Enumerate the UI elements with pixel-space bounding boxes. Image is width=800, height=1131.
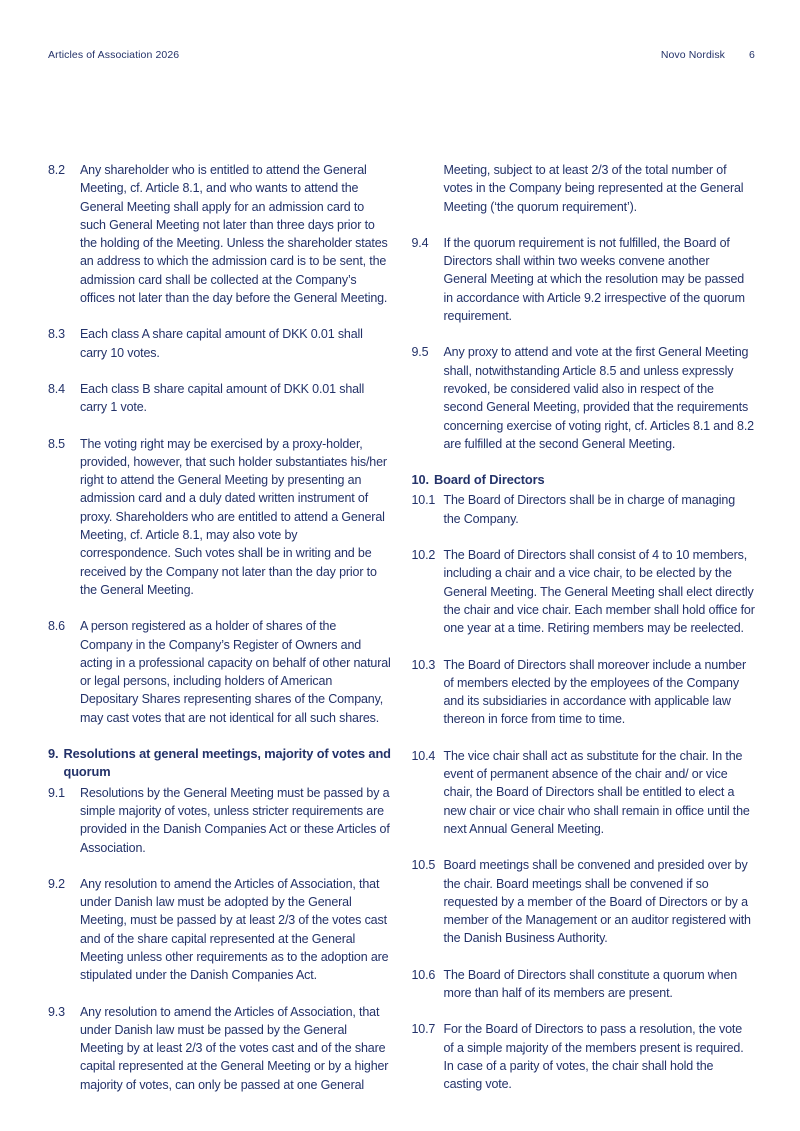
section-heading-10 [412,471,756,489]
article-number: 10.1 [411,493,436,508]
article-text: Any resolution to amend the Articles of Association, that under Danish law must be passed by the General Meeting by at least 2/3 of the votes cast and of the share capital represented at the General Meeting or by a higher majority of votes, can only be passed at one General [80,1004,389,1092]
article-item-10-3 [412,656,756,729]
article-item-10-2 [412,546,756,637]
article-number: 8.5 [48,436,65,451]
section-number: 10. [411,472,429,488]
section-title: Board of Directors [434,472,545,488]
article-number: 8.4 [48,381,65,396]
article-item-10-6 [412,966,756,1003]
article-number: 10.4 [411,748,436,763]
article-text: If the quorum requirement is not fulfilled, the Board of Directors shall within two weeks convene another General Meeting at which the resolution may be passed in accordance with Article 9.2 irrespective of the quorum requirement. [443,235,745,324]
article-item-8-3 [48,325,392,362]
article-number: 9.3 [48,1004,65,1019]
article-text: Each class B share capital amount of DKK 0.01 shall carry 1 vote. [80,381,365,415]
article-item-8-5 [48,435,392,600]
article-text: The Board of Directors shall be in charge of managing the Company. [443,493,736,526]
header-title: Articles of Association 2026 [48,49,180,61]
article-item-9-4 [412,234,756,325]
article-item-9-1 [48,784,392,857]
header-right [661,49,755,61]
section-title: Resolutions at general meetings, majority of votes and quorum [63,746,391,780]
article-text: For the Board of Directors to pass a resolution, the vote of a simple majority of the members present is required. In case of a parity of votes, the chair shall hold the casting vote. [443,1022,744,1092]
article-number: 10.7 [411,1022,436,1037]
article-item-9-5 [412,343,756,453]
brand-name: Novo Nordisk [660,49,726,61]
article-item-10-5 [412,856,756,947]
article-item-8-6 [48,617,392,727]
article-text: The voting right may be exercised by a proxy-holder, provided, however, that such holder substantiates his/her right to attend the General Meeting by presenting an admission card and a duly dated written instrument of proxy. Shareholders who are entitled to attend a General Meeting, cf. Article 8.1, may also vote by correspondence. Such votes shall be in writing and be received by the Company not later than the day prior to the General Meeting. [80,436,387,597]
article-item-9-3 [48,1003,392,1094]
document-body [48,161,755,1094]
article-item-8-4 [48,380,392,417]
article-item-10-4 [412,747,756,838]
article-number: 10.2 [411,548,436,563]
section-heading-9 [48,745,392,782]
article-item-10-7 [412,1020,756,1093]
article-number: 9.5 [411,345,429,360]
article-text: The Board of Directors shall moreover include a number of members elected by the employees of the Company and its subsidiaries in accordance with applicable law thereon in force from time to time. [443,657,746,727]
page-number: 6 [749,49,755,61]
right-column [412,161,756,1094]
article-text: The Board of Directors shall consist of 4 to 10 members, including a chair and a vice chair, to be elected by the General Meeting. The General Meeting shall elect directly the chair and vice chair. Each member shall hold office for one year at a time. Retiring members may be reelected. [443,548,755,636]
article-number: 10.6 [411,967,436,982]
article-number: 9.1 [48,785,65,800]
article-number: 8.6 [48,619,65,634]
article-text: Each class A share capital amount of DKK 0.01 shall carry 10 votes. [80,327,363,360]
page-header [48,0,755,61]
article-item-9-3-continued [412,161,756,216]
article-number [412,161,444,216]
article-number: 10.5 [411,858,436,873]
left-column [48,161,392,1094]
article-text: Meeting, subject to at least 2/3 of the total number of votes in the Company being represented at the General Meeting (‘the quorum requirement’). [443,163,744,214]
article-number: 9.2 [48,876,65,891]
article-text: Any shareholder who is entitled to attend the General Meeting, cf. Article 8.1, and who wants to attend the General Meeting shall apply for an admission card to such General Meeting not later than three days prior to the holding of the Meeting. Unless the shareholder states an address to which the admission card is to be sent, the admission card shall be collected at the Company’s offices not later than the day before the General Meeting. [80,163,388,306]
article-number: 8.2 [48,163,65,177]
article-item-9-2 [48,875,392,985]
article-text: Board meetings shall be convened and presided over by the chair. Board meetings shall be convened if so requested by a member of the Board of Directors or by a member of the Management or an auditor registered with the Danish Business Authority. [443,858,751,946]
article-number: 8.3 [48,327,65,342]
article-text: Any resolution to amend the Articles of Association, that under Danish law must be adopted by the General Meeting, must be passed by at least 2/3 of the votes cast and of the share capital represented at the General Meeting unless other requirements as to the adoption are stipulated under the Danish Companies Act. [80,876,389,983]
article-text: The Board of Directors shall constitute a quorum when more than half of its members are present. [443,967,738,1000]
article-text: Resolutions by the General Meeting must be passed by a simple majority of votes, unless stricter requirements are provided in the Danish Companies Act or these Articles of Association. [80,785,390,855]
article-number: 10.3 [411,657,436,672]
article-text: The vice chair shall act as substitute for the chair. In the event of permanent absence of the chair and/ or vice chair, the Board of Directors shall be entitled to elect a new chair or vice chair who shall remain in office until the next Annual General Meeting. [443,748,750,836]
article-text: Any proxy to attend and vote at the first General Meeting shall, notwithstanding Article 8.5 and unless expressly revoked, be considered valid also in respect of the second General Meeting, provided that the requirements concerning exercise of voting right, cf. Articles 8.1 and 8.2 are fulfilled at the second General Meeting. [443,345,754,451]
section-number: 9. [48,746,59,762]
article-number: 9.4 [411,235,429,250]
article-text: A person registered as a holder of shares of the Company in the Company’s Register of Owners and acting in a professional capacity on behalf of other natural or legal persons, including holders of American Depositary Shares representing shares of the Company, may cast votes that are not identical for all such shares. [80,619,391,725]
article-item-10-1 [412,491,756,528]
article-item-8-2 [48,161,392,307]
